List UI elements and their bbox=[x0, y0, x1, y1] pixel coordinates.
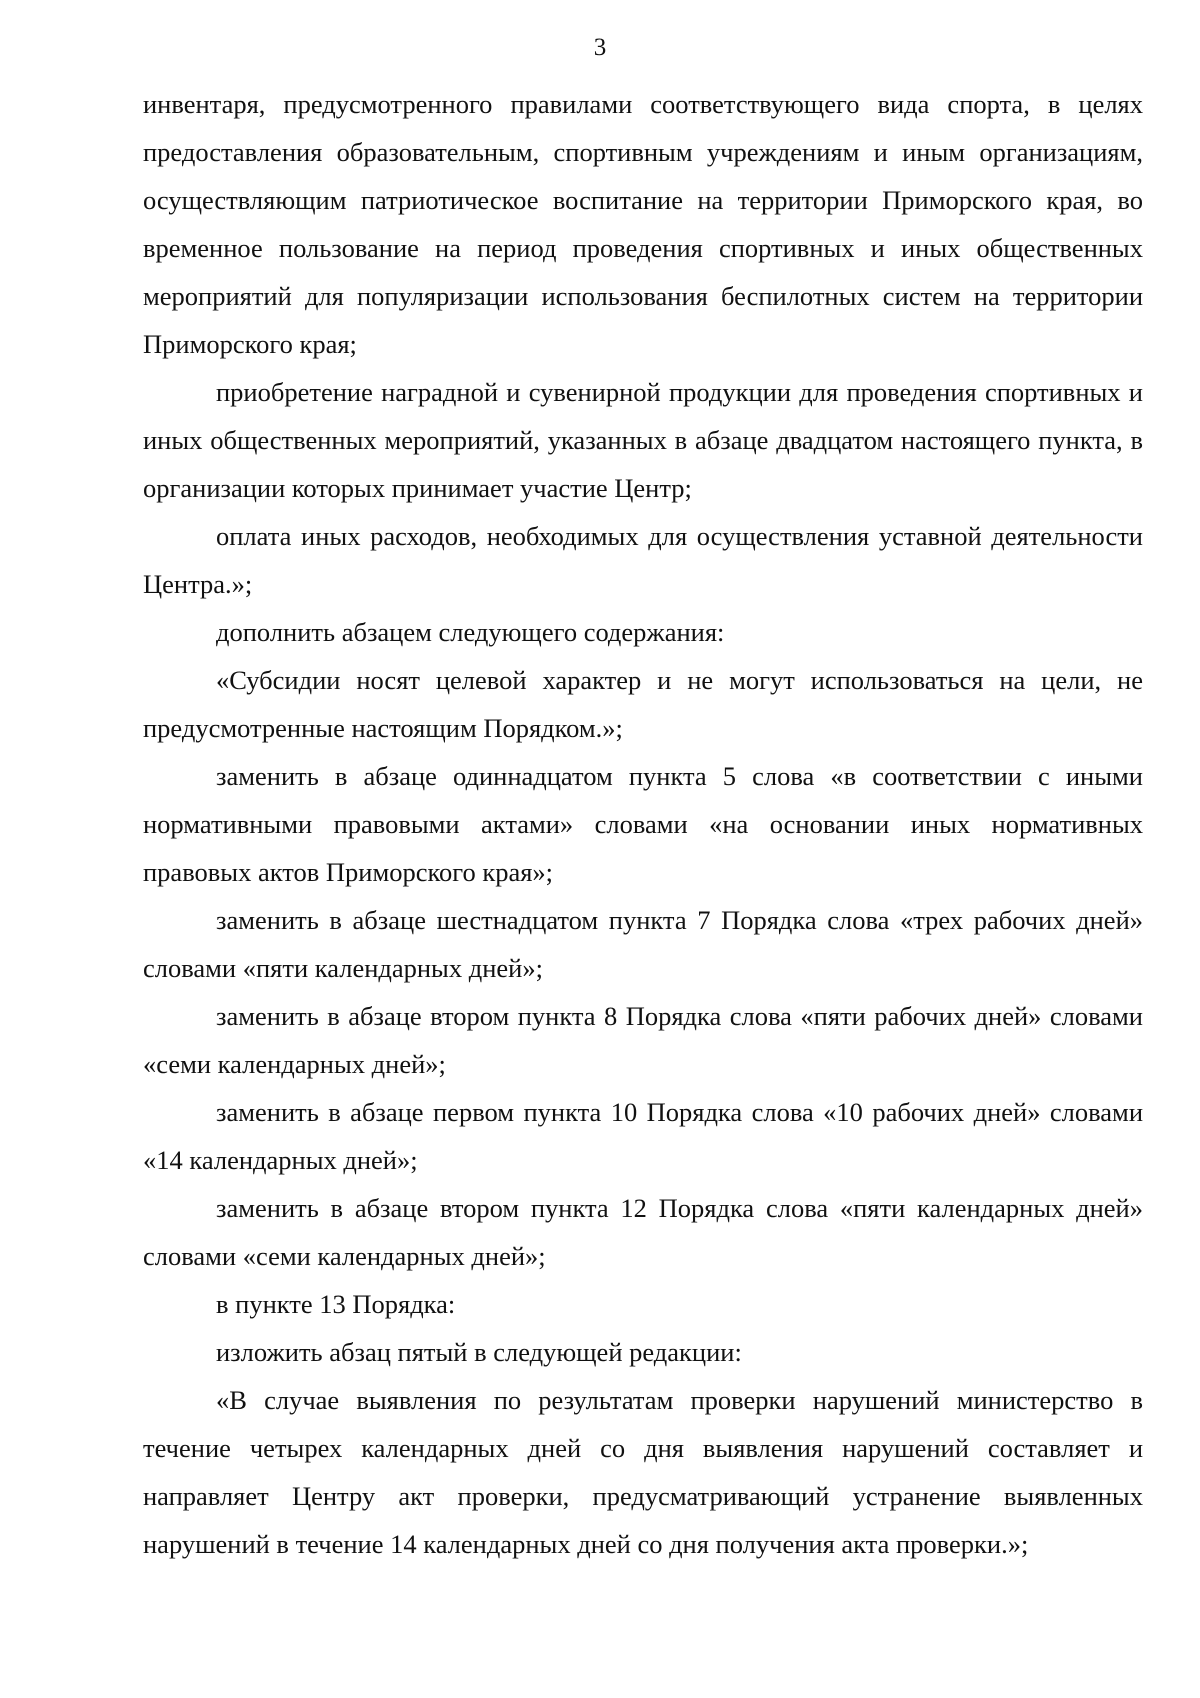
document-body bbox=[143, 80, 1143, 1568]
paragraph-5: «Субсидии носят целевой характер и не могут использоваться на цели, не предусмотренные настоящим Порядком.»; bbox=[143, 665, 1143, 743]
paragraph-1: инвентаря, предусмотренного правилами соответствующего вида спорта, в целях предоставления образовательным, спортивным учреждениям и иным организациям, осуществляющим патриотическое воспитание на территории Приморского края, во временное пользование на период проведения спортивных и иных общественных мероприятий для популяризации использования беспилотных систем на территории Приморского края; bbox=[143, 89, 1143, 359]
paragraph-9: заменить в абзаце первом пункта 10 Порядка слова «10 рабочих дней» словами «14 календарных дней»; bbox=[143, 1097, 1143, 1175]
paragraph-13: «В случае выявления по результатам проверки нарушений министерство в течение четырех календарных дней со дня выявления нарушений составляет и направляет Центру акт проверки, предусматривающий устранение выявленных нарушений в течение 14 календарных дней со дня получения акта проверки.»; bbox=[143, 1385, 1143, 1559]
paragraph-8: заменить в абзаце втором пункта 8 Порядка слова «пяти рабочих дней» словами «семи календарных дней»; bbox=[143, 1001, 1143, 1079]
paragraph-7: заменить в абзаце шестнадцатом пункта 7 Порядка слова «трех рабочих дней» словами «пяти календарных дней»; bbox=[143, 905, 1143, 983]
page-number: 3 bbox=[593, 34, 607, 61]
paragraph-10: заменить в абзаце втором пункта 12 Порядка слова «пяти календарных дней» словами «семи календарных дней»; bbox=[143, 1193, 1143, 1271]
paragraph-11: в пункте 13 Порядка: bbox=[216, 1289, 456, 1319]
paragraph-6: заменить в абзаце одиннадцатом пункта 5 слова «в соответствии с иными нормативными правовыми актами» словами «на основании иных нормативных правовых актов Приморского края»; bbox=[143, 761, 1143, 887]
paragraph-12: изложить абзац пятый в следующей редакции: bbox=[216, 1337, 742, 1367]
paragraph-4: дополнить абзацем следующего содержания: bbox=[216, 617, 725, 647]
paragraph-2: приобретение наградной и сувенирной продукции для проведения спортивных и иных общественных мероприятий, указанных в абзаце двадцатом настоящего пункта, в организации которых принимает участие Центр; bbox=[143, 377, 1143, 503]
paragraph-3: оплата иных расходов, необходимых для осуществления уставной деятельности Центра.»; bbox=[143, 521, 1143, 599]
